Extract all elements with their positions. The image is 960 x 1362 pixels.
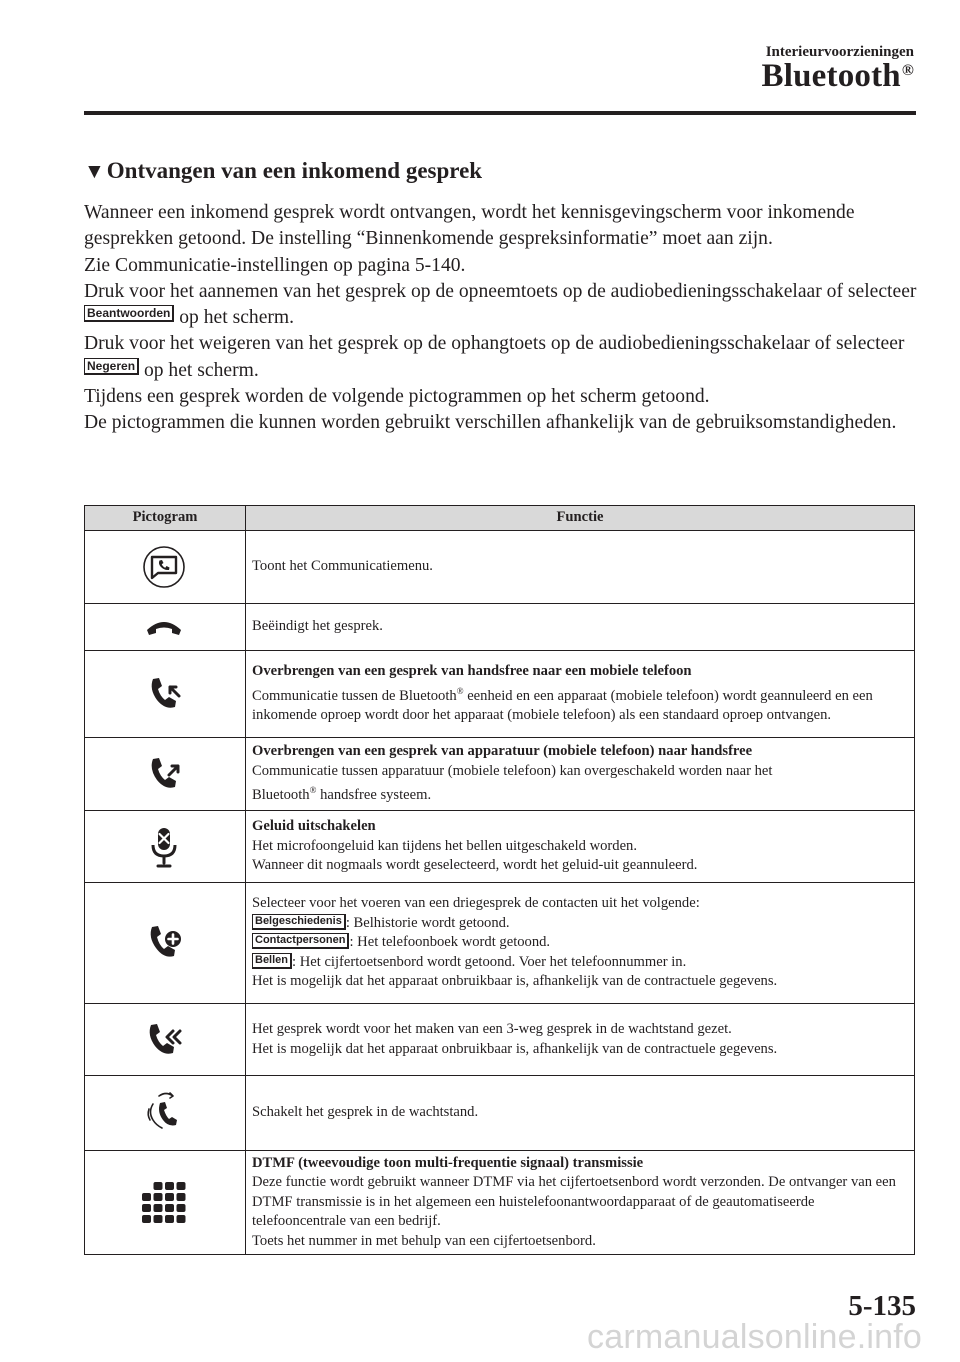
header-rule xyxy=(84,111,916,115)
function-cell xyxy=(246,1151,915,1255)
function-text: Bluetooth xyxy=(252,787,310,804)
table-row xyxy=(85,1151,915,1255)
icon-cell xyxy=(85,531,246,604)
registered-mark: ® xyxy=(456,685,464,696)
keypad-key xyxy=(165,1215,174,1223)
function-description: Het microfoongeluid kan tijdens het bellen uitgeschakeld worden. xyxy=(252,837,638,854)
function-text: Communicatie tussen de Bluetooth xyxy=(252,687,457,704)
header-title xyxy=(762,58,914,95)
function-description xyxy=(252,914,906,934)
keypad-key xyxy=(165,1193,174,1201)
function-cell xyxy=(246,1004,915,1076)
table-row xyxy=(85,1004,915,1076)
keypad-key xyxy=(142,1215,151,1223)
function-text: Toont het Communicatiemenu. xyxy=(252,558,433,575)
watermark: carmanualsonline.info xyxy=(587,1318,922,1356)
function-cell xyxy=(246,883,915,1004)
paragraph-text: Druk voor het weigeren van het gesprek op de ophangtoets op de audiobedieningsschakelaar of selecteer xyxy=(84,333,905,355)
mute-microphone-icon xyxy=(148,825,180,869)
function-cell xyxy=(246,531,915,604)
icon-cell xyxy=(85,1076,246,1151)
function-text: : Belhistorie wordt getoond. xyxy=(345,914,510,931)
function-cell xyxy=(246,738,915,811)
function-description: Communicatie tussen apparatuur (mobiele telefoon) kan overgeschakeld worden naar het xyxy=(252,762,773,779)
function-description xyxy=(252,933,906,953)
function-title: Geluid uitschakelen xyxy=(252,818,376,835)
keypad-key xyxy=(177,1204,186,1212)
table-row xyxy=(85,811,915,883)
function-title: Overbrengen van een gesprek van handsfree naar een mobiele telefoon xyxy=(252,663,692,680)
function-description xyxy=(252,682,906,726)
function-description: Het gesprek wordt voor het maken van een 3-weg gesprek in de wachtstand gezet. xyxy=(252,1021,732,1037)
call-hold-icon xyxy=(144,1089,184,1137)
column-header-functie: Functie xyxy=(246,506,915,531)
table-row xyxy=(85,651,915,738)
keypad-key xyxy=(154,1215,163,1223)
table-row xyxy=(85,738,915,811)
keypad-key xyxy=(154,1182,163,1190)
registered-mark: ® xyxy=(901,62,914,79)
paragraph-text: Druk voor het aannemen van het gesprek op de opneemtoets op de audiobedieningsschakelaar of selecteer xyxy=(84,280,917,302)
function-cell xyxy=(246,651,915,738)
registered-mark: ® xyxy=(309,785,317,796)
hang-up-icon xyxy=(144,616,184,638)
function-description: Toets het nummer in met behulp van een cijfertoetsenbord. xyxy=(252,1232,596,1249)
function-cell xyxy=(246,811,915,883)
three-way-hold-icon xyxy=(144,1020,184,1060)
section-heading xyxy=(84,158,482,184)
function-cell xyxy=(246,604,915,651)
keypad-key xyxy=(154,1204,163,1212)
table-row xyxy=(85,1076,915,1151)
function-text: eenheid en een apparaat (mobiele telefoon) wordt geannuleerd en een inkomende oproep wordt door het apparaat (mobiele telefoon) als een standaard oproep ontvangen. xyxy=(252,687,873,724)
ignore-button: Negeren xyxy=(84,358,139,375)
function-description: Het is mogelijk dat het apparaat onbruikbaar is, afhankelijk van de contractuele gegevens. xyxy=(252,1040,778,1057)
icon-cell xyxy=(85,651,246,738)
function-title: Overbrengen van een gesprek van apparatuur (mobiele telefoon) naar handsfree xyxy=(252,743,753,760)
keypad-key xyxy=(142,1204,151,1212)
function-description: Wanneer dit nogmaals wordt geselecteerd, wordt het geluid-uit geannuleerd. xyxy=(252,857,698,874)
function-description: Het is mogelijk dat het apparaat onbruikbaar is, afhankelijk van de contractuele gegevens. xyxy=(252,973,778,990)
answer-button: Beantwoorden xyxy=(84,305,174,322)
icon-cell xyxy=(85,738,246,811)
paragraph xyxy=(84,279,924,332)
function-text: Schakelt het gesprek in de wachtstand. xyxy=(252,1104,479,1121)
dial-button: Bellen xyxy=(252,953,292,969)
function-title: DTMF (tweevoudige toon multi-frequentie signaal) transmissie xyxy=(252,1154,644,1171)
paragraph: Wanneer een inkomend gesprek wordt ontvangen, wordt het kennisgevingscherm voor inkomende gesprekken getoond. De instelling “Binnenkomende gespreksinformatie” moet aan zijn. xyxy=(84,202,855,250)
header-section-label: Interieurvoorzieningen xyxy=(765,44,914,60)
add-call-icon xyxy=(144,921,184,965)
table-row xyxy=(85,604,915,651)
contacts-button: Contactpersonen xyxy=(252,933,349,949)
keypad-key xyxy=(177,1193,186,1201)
function-description: Selecteer voor het voeren van een driegesprek de contacten uit het volgende: xyxy=(252,895,700,912)
function-text: Beëindigt het gesprek. xyxy=(252,618,383,635)
paragraph: Zie Communicatie-instellingen op pagina 5-140. xyxy=(84,254,466,276)
call-history-button: Belgeschiedenis xyxy=(252,914,346,930)
function-description xyxy=(252,781,906,805)
transfer-to-phone-icon xyxy=(144,674,184,714)
paragraph: De pictogrammen die kunnen worden gebruikt verschillen afhankelijk van de gebruiksomstandigheden. xyxy=(84,412,897,434)
keypad-key xyxy=(165,1204,174,1212)
body-text xyxy=(84,200,924,437)
column-header-pictogram: Pictogram xyxy=(85,506,246,531)
keypad-key xyxy=(177,1215,186,1223)
keypad-key xyxy=(154,1193,163,1201)
function-text: : Het cijfertoetsenbord wordt getoond. Voer het telefoonnummer in. xyxy=(292,953,687,970)
function-description: Deze functie wordt gebruikt wanneer DTMF via het cijfertoetsenbord wordt verzonden. De ontvanger van een DTMF transmissie is in het algemeen een huistelefoonantwoordapparaat of de geautomatiseerde telefooncentrale van een bedrijf. xyxy=(252,1174,896,1230)
section-heading-text: Ontvangen van een inkomend gesprek xyxy=(106,158,483,183)
pictogram-table xyxy=(84,505,915,1255)
table-row xyxy=(85,883,915,1004)
function-text: : Het telefoonboek wordt getoond. xyxy=(349,934,551,951)
icon-cell xyxy=(85,811,246,883)
table-row xyxy=(85,531,915,604)
function-description xyxy=(252,953,906,973)
communication-menu-icon xyxy=(140,544,188,590)
transfer-to-handsfree-icon xyxy=(144,754,184,794)
icon-cell xyxy=(85,883,246,1004)
page-number: 5-135 xyxy=(848,1290,916,1322)
paragraph: Tijdens een gesprek worden de volgende pictogrammen op het scherm getoond. xyxy=(84,386,710,408)
icon-cell xyxy=(85,1151,246,1255)
paragraph-text: op het scherm. xyxy=(179,307,295,329)
keypad-key xyxy=(177,1182,186,1190)
triangle-down-icon: ▼ xyxy=(84,159,105,183)
icon-cell xyxy=(85,604,246,651)
header-title-text: Bluetooth xyxy=(761,58,901,94)
function-text: handsfree systeem. xyxy=(316,787,432,804)
table-header-row xyxy=(85,506,915,531)
paragraph xyxy=(84,331,924,384)
icon-cell xyxy=(85,1004,246,1076)
keypad-icon xyxy=(140,1180,188,1226)
keypad-key xyxy=(142,1193,151,1201)
function-cell xyxy=(246,1076,915,1151)
paragraph-text: op het scherm. xyxy=(143,359,259,381)
keypad-key xyxy=(165,1182,174,1190)
